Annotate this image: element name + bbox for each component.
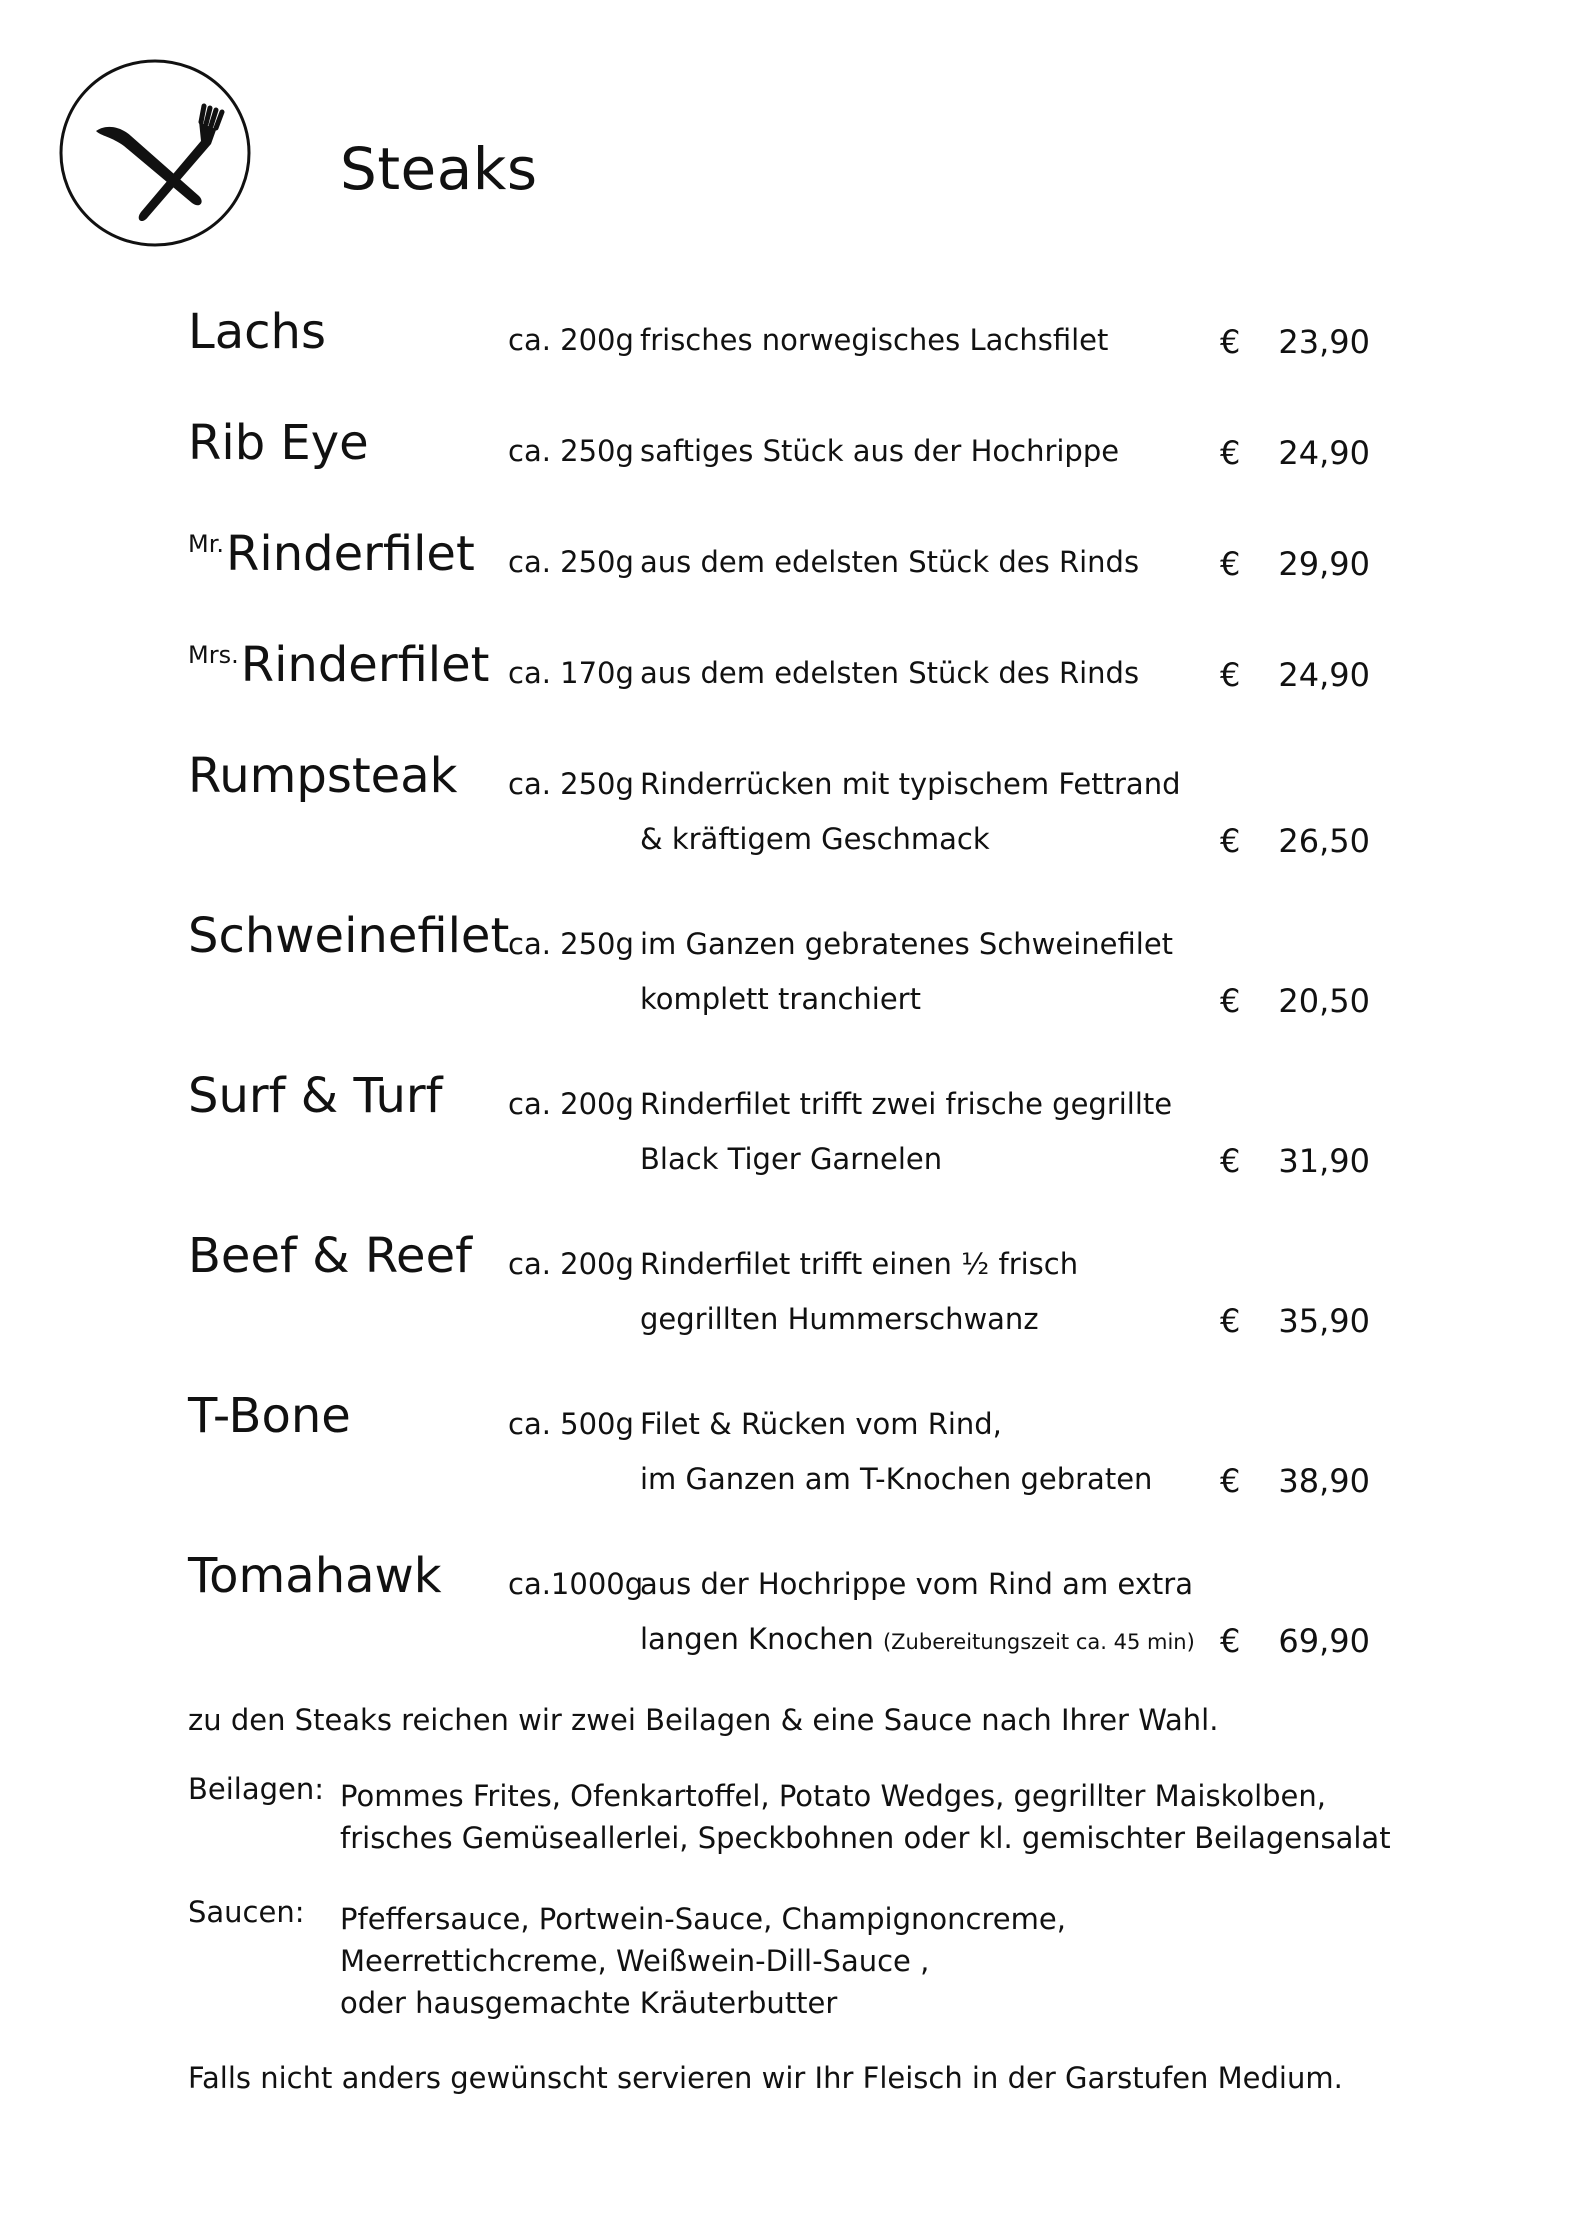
price-value: 24,90 [1278, 656, 1370, 694]
menu-item-name [188, 304, 326, 360]
menu-item-name [188, 637, 490, 693]
page-title: Steaks [340, 135, 538, 203]
menu-item-description-line-1: aus der Hochrippe vom Rind am extra [640, 1567, 1193, 1601]
menu-item-title: Rib Eye [188, 415, 369, 471]
menu-item-rib-eye [0, 415, 1570, 529]
price-currency: € [1220, 656, 1241, 694]
saucen-line-1: Pfeffersauce, Portwein-Sauce, Champignoncreme, [340, 1902, 1066, 1936]
doneness-note: Falls nicht anders gewünscht servieren wir Ihr Fleisch in der Garstufen Medium. [188, 2061, 1343, 2095]
menu-item-name [188, 1068, 443, 1124]
menu-item-weight: ca. 200g [508, 323, 634, 357]
menu-item-weight: ca.1000g [508, 1567, 644, 1601]
menu-item-tomahawk [0, 1548, 1570, 1662]
menu-item-description-line-2: im Ganzen am T-Knochen gebraten [640, 1462, 1153, 1496]
price-currency: € [1220, 1462, 1241, 1500]
menu-item-title: Rinderfilet [240, 637, 490, 693]
menu-item-description-line-2: & kräftigem Geschmack [640, 822, 990, 856]
menu-item-description-line-1: Rinderrücken mit typischem Fettrand [640, 767, 1181, 801]
menu-item-mr-rinderfilet [0, 526, 1570, 640]
menu-item-weight: ca. 250g [508, 545, 634, 579]
menu-item-name [188, 908, 510, 964]
menu-item-weight: ca. 200g [508, 1247, 634, 1281]
menu-item-weight: ca. 250g [508, 927, 634, 961]
menu-item-description-line-2: komplett tranchiert [640, 982, 921, 1016]
menu-item-name [188, 1388, 351, 1444]
menu-item-description-line-1: Filet & Rücken vom Rind, [640, 1407, 1002, 1441]
beilagen-line-1: Pommes Frites, Ofenkartoffel, Potato Wedges, gegrillter Maiskolben, [340, 1779, 1326, 1813]
menu-item-title: T-Bone [188, 1388, 351, 1444]
menu-item-weight: ca. 250g [508, 434, 634, 468]
menu-item-description-line-2: Black Tiger Garnelen [640, 1142, 943, 1176]
menu-item-description-line-2 [640, 1622, 1195, 1656]
menu-item-title: Rumpsteak [188, 748, 458, 804]
menu-item-weight: ca. 250g [508, 767, 634, 801]
menu-item-prefix: Mr. [188, 530, 224, 558]
menu-item-title: Tomahawk [188, 1548, 442, 1604]
beilagen-line-2: frisches Gemüseallerlei, Speckbohnen oder kl. gemischter Beilagensalat [340, 1821, 1391, 1855]
menu-item-description-line-1: Rinderfilet trifft zwei frische gegrillte [640, 1087, 1173, 1121]
menu-item-title: Schweinefilet [188, 908, 510, 964]
price-value: 20,50 [1278, 982, 1370, 1020]
menu-item-description-line-1: aus dem edelsten Stück des Rinds [640, 656, 1140, 690]
saucen-line-3: oder hausgemachte Kräuterbutter [340, 1986, 838, 2020]
price-currency: € [1220, 1302, 1241, 1340]
price-currency: € [1220, 1622, 1241, 1660]
side-dishes-intro: zu den Steaks reichen wir zwei Beilagen & eine Sauce nach Ihrer Wahl. [188, 1703, 1219, 1737]
beilagen-lines [340, 1775, 1391, 1859]
menu-item-prefix: Mrs. [188, 641, 239, 669]
price-value: 69,90 [1278, 1622, 1370, 1660]
menu-item-lachs [0, 304, 1570, 418]
menu-item-surf-and-turf [0, 1068, 1570, 1182]
menu-item-mrs-rinderfilet [0, 637, 1570, 751]
menu-item-rumpsteak [0, 748, 1570, 862]
price-currency: € [1220, 822, 1241, 860]
price-value: 31,90 [1278, 1142, 1370, 1180]
menu-item-title: Surf & Turf [188, 1068, 443, 1124]
saucen-line-2: Meerrettichcreme, Weißwein-Dill-Sauce , [340, 1944, 930, 1978]
price-value: 29,90 [1278, 545, 1370, 583]
saucen-label: Saucen: [188, 1895, 305, 1929]
menu-item-description-line-1: aus dem edelsten Stück des Rinds [640, 545, 1140, 579]
menu-item-description-text: langen Knochen [640, 1622, 874, 1656]
menu-item-title: Rinderfilet [226, 526, 475, 582]
price-currency: € [1220, 982, 1241, 1020]
menu-item-t-bone [0, 1388, 1570, 1502]
menu-item-schweinefilet [0, 908, 1570, 1022]
price-currency: € [1220, 1142, 1241, 1180]
menu-item-name [188, 415, 369, 471]
menu-item-description-line-2: gegrillten Hummerschwanz [640, 1302, 1039, 1336]
menu-item-description-line-1: Rinderfilet trifft einen ½ frisch [640, 1247, 1079, 1281]
price-currency: € [1220, 323, 1241, 361]
price-value: 35,90 [1278, 1302, 1370, 1340]
menu-item-title: Lachs [188, 304, 326, 360]
price-currency: € [1220, 545, 1241, 583]
menu-item-title: Beef & Reef [188, 1228, 472, 1284]
price-currency: € [1220, 434, 1241, 472]
menu-item-weight: ca. 500g [508, 1407, 634, 1441]
beilagen-label: Beilagen: [188, 1772, 325, 1806]
price-value: 38,90 [1278, 1462, 1370, 1500]
price-value: 24,90 [1278, 434, 1370, 472]
menu-item-name [188, 1548, 442, 1604]
menu-item-weight: ca. 200g [508, 1087, 634, 1121]
menu-item-weight: ca. 170g [508, 656, 634, 690]
menu-item-description-line-1: im Ganzen gebratenes Schweinefilet [640, 927, 1174, 961]
menu-item-name [188, 748, 458, 804]
menu-item-name [188, 526, 475, 582]
menu-item-name [188, 1228, 472, 1284]
price-value: 26,50 [1278, 822, 1370, 860]
menu-item-description-line-1: saftiges Stück aus der Hochrippe [640, 434, 1120, 468]
preparation-note: (Zubereitungszeit ca. 45 min) [882, 1630, 1195, 1654]
price-value: 23,90 [1278, 323, 1370, 361]
menu-item-description-line-1: frisches norwegisches Lachsfilet [640, 323, 1109, 357]
menu-item-beef-and-reef [0, 1228, 1570, 1342]
saucen-lines [340, 1898, 1380, 2024]
